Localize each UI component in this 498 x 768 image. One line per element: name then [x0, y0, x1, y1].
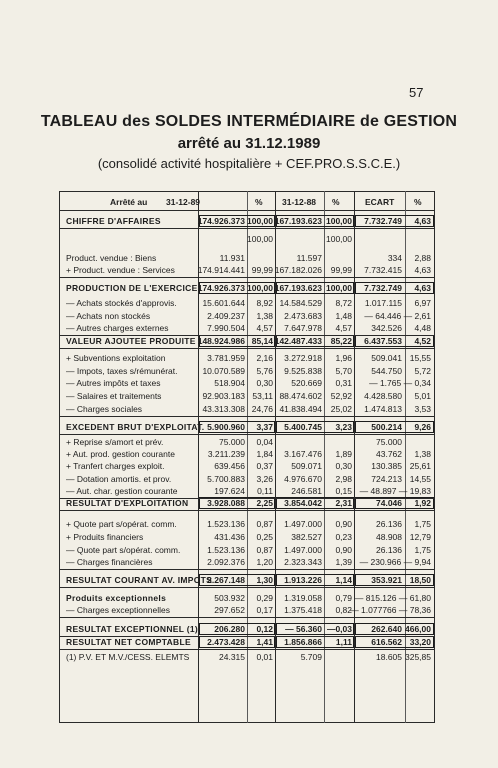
row-separator	[59, 348, 435, 349]
cell-p1: 0,01	[256, 652, 273, 662]
row-label: + Reprise s/amort et prév.	[66, 437, 164, 447]
row-label: RESULTAT D'EXPLOITATION	[66, 498, 189, 508]
cell-e: 616.562	[371, 637, 402, 647]
cell-p2: 2,98	[335, 474, 352, 484]
total-box	[276, 636, 354, 648]
cell-e: 353.921	[371, 575, 402, 585]
header-arrete: Arrêté au	[110, 197, 148, 207]
cell-pe: 5,01	[414, 391, 431, 401]
cell-v2: 2.473.683	[284, 311, 322, 321]
total-box	[355, 574, 434, 586]
cell-e: 724.213	[371, 474, 402, 484]
row-separator	[59, 636, 435, 637]
header-date-1988: 31-12-88	[282, 197, 317, 207]
cell-p2: 1,14	[335, 575, 352, 585]
row-separator	[59, 335, 435, 336]
cell-p2: 0,79	[335, 593, 352, 603]
cell-v2: — 56.360	[285, 624, 322, 634]
cell-pe: 2,88	[414, 253, 431, 263]
row-label: + Aut. prod. gestion courante	[66, 449, 175, 459]
cell-p1: 0,87	[256, 519, 273, 529]
cell-v2: 11.597	[296, 253, 322, 263]
cell-v2: 5.709	[300, 652, 322, 662]
row-label: — Achats stockés d'approvis.	[66, 298, 177, 308]
cell-pe: 6,97	[414, 298, 431, 308]
row-separator	[59, 498, 435, 499]
cell-v1: 3.781.959	[207, 353, 245, 363]
row-separator	[59, 617, 435, 618]
cell-v2: 1.856.866	[284, 637, 322, 647]
total-box	[199, 636, 275, 648]
cell-p2: 0,15	[335, 486, 352, 496]
cell-v1: 10.070.589	[202, 366, 245, 376]
cell-pe: 9,26	[414, 422, 431, 432]
cell-v1: 2.473.428	[207, 637, 245, 647]
cell-v2: 382.527	[291, 532, 322, 542]
cell-p2: 0,82	[335, 605, 352, 615]
cell-v2: 1.497.000	[284, 545, 322, 555]
cell-p2: 1,96	[335, 353, 352, 363]
cell-p2: 1,89	[335, 449, 352, 459]
row-separator	[59, 434, 435, 435]
cell-p1: 99,99	[251, 265, 273, 275]
cell-pe: 1,75	[414, 545, 431, 555]
cell-pe: 4,63	[414, 265, 431, 275]
cell-v1: 3.928.088	[207, 498, 245, 508]
cell-e: 262.640	[371, 624, 402, 634]
row-label: — Quote part s/opérat. comm.	[66, 545, 181, 555]
row-label: + Subventions exploitation	[66, 353, 166, 363]
cell-e: 18.605	[376, 652, 402, 662]
total-box	[276, 421, 354, 433]
cell-e: 7.732.749	[364, 283, 402, 293]
cell-v1: 15.601.644	[202, 298, 245, 308]
cell-e: 48.908	[376, 532, 402, 542]
row-label: — Impots, taxes s/rémunérat.	[66, 366, 178, 376]
cell-v2: 1.319.058	[284, 593, 322, 603]
cell-e: — 1.765 — 0,34	[369, 378, 431, 388]
cell-pe: 1,38	[414, 449, 431, 459]
total-box	[276, 335, 354, 347]
cell-e: 26.136	[376, 519, 402, 529]
row-separator	[59, 587, 435, 588]
cell-e: 500.214	[371, 422, 402, 432]
cell-pe: 14,55	[409, 474, 431, 484]
cell-v1: 297.652	[214, 605, 245, 615]
cell-p2: 4,57	[335, 323, 352, 333]
row-label: — Salaires et traitements	[66, 391, 162, 401]
cell-pe: 1,75	[414, 519, 431, 529]
row-label: — Charges financières	[66, 557, 153, 567]
cell-p1: 0,12	[256, 624, 273, 634]
cell-v1: 174.926.373	[197, 216, 245, 226]
row-label: Produits exceptionnels	[66, 593, 167, 603]
total-box	[276, 282, 354, 294]
cell-v1: 197.624	[214, 486, 245, 496]
cell-v1: 7.990.504	[207, 323, 245, 333]
cell-v1: 639.456	[214, 461, 245, 471]
cell-pe: 25,61	[409, 461, 431, 471]
cell-v1: 5.700.883	[207, 474, 245, 484]
cell-v2: 88.474.602	[279, 391, 322, 401]
row-label: VALEUR AJOUTEE PRODUITE	[66, 336, 196, 346]
cell-p2: 99,99	[330, 265, 352, 275]
cell-v1: 43.313.308	[202, 404, 245, 414]
cell-v1: 11.931	[219, 253, 245, 263]
cell-pe: 1,92	[414, 498, 431, 508]
cell-p2: 85,22	[330, 336, 352, 346]
header-date-1989: 31-12-89	[166, 197, 201, 207]
cell-p1: 5,76	[256, 366, 273, 376]
cell-pe: 33,20	[409, 637, 431, 647]
row-label: — Achats non stockés	[66, 311, 151, 321]
cell-v1: 2.092.376	[207, 557, 245, 567]
cell-p1: 4,57	[256, 323, 273, 333]
cell-p2: 0,31	[335, 378, 352, 388]
cell-pe: 3,53	[414, 404, 431, 414]
cell-p1: 100,00	[247, 283, 273, 293]
total-box	[355, 215, 434, 227]
total-box	[355, 623, 434, 635]
row-separator	[59, 510, 435, 511]
header-ecart: ECART	[365, 197, 395, 207]
cell-p1: 0,17	[256, 605, 273, 615]
cell-v2: 509.071	[291, 461, 322, 471]
cell-p1: 0,04	[256, 437, 273, 447]
cell-v1: 75.000	[219, 437, 245, 447]
cell-pe: 12,79	[409, 532, 431, 542]
total-box	[276, 574, 354, 586]
header-percent-1988: %	[332, 197, 340, 207]
document-scope: (consolidé activité hospitalière + CEF.PRO.S.S.C.E.)	[97, 156, 401, 171]
cell-p2: 0,90	[335, 545, 352, 555]
document-subtitle: arrêté au 31.12.1989	[177, 135, 321, 152]
cell-p1: 0,25	[256, 532, 273, 542]
row-separator	[59, 569, 435, 570]
cell-p1: 3,26	[256, 474, 273, 484]
total-box	[199, 421, 275, 433]
cell-p1: 0,87	[256, 545, 273, 555]
cell-e: 1.017.115	[364, 298, 402, 308]
cell-v1: 1.523.136	[207, 545, 245, 555]
cell-v2: 7.647.978	[284, 323, 322, 333]
total-box	[199, 335, 275, 347]
row-separator	[59, 416, 435, 417]
cell-pe: 5,72	[414, 366, 431, 376]
cell-p2: 0,23	[335, 532, 352, 542]
row-label: — Charges sociales	[66, 404, 143, 414]
cell-v2: 167.193.623	[274, 216, 322, 226]
cell-p1: 85,14	[251, 336, 273, 346]
cell-pe: 4,52	[414, 336, 431, 346]
cell-p2: 0,30	[335, 461, 352, 471]
cell-p1: 0,11	[257, 486, 273, 496]
row-label: — Autres impôts et taxes	[66, 378, 161, 388]
cell-p1: 0,37	[256, 461, 273, 471]
cell-e: 26.136	[376, 545, 402, 555]
cell-p2: 3,23	[335, 422, 352, 432]
total-box	[199, 574, 275, 586]
cell-e: — 815.126 — 61,80	[354, 593, 431, 603]
cell-e: 509.041	[371, 353, 402, 363]
total-box	[276, 623, 354, 635]
cell-e: 43.762	[376, 449, 402, 459]
cell-v1: 174.914.441	[197, 265, 245, 275]
cell-v2: 1.497.000	[284, 519, 322, 529]
cell-e: 6.437.553	[364, 336, 402, 346]
cell-e: 1.474.813	[364, 404, 402, 414]
cell-v2: 167.182.026	[274, 265, 322, 275]
row-separator	[59, 228, 435, 229]
total-box	[199, 282, 275, 294]
page-number: 57	[409, 85, 424, 100]
cell-e: 130.385	[371, 461, 402, 471]
cell-e: 7.732.749	[364, 216, 402, 226]
cell-e: 7.732.415	[364, 265, 402, 275]
cell-v1: 2.409.237	[207, 311, 245, 321]
cell-v1: 174.926.373	[197, 283, 245, 293]
cell-v1: 206.280	[214, 624, 245, 634]
title-text: TABLEAU des SOLDES INTERMÉDIAIRE de GESTION	[40, 113, 458, 130]
cell-p2: 100,00	[326, 216, 352, 226]
cell-p2: 0,90	[335, 519, 352, 529]
cell-v2: 246.581	[291, 486, 322, 496]
row-separator	[59, 649, 435, 650]
row-label: RESULTAT EXCEPTIONNEL (1)	[66, 624, 199, 634]
row-label: PRODUCTION DE L'EXERCICE	[66, 283, 198, 293]
cell-pe: 466,00	[405, 624, 431, 634]
cell-pe: 4,63	[414, 216, 431, 226]
cell-p2: 8,72	[335, 298, 352, 308]
cell-pe: 325,85	[405, 652, 431, 662]
total-box	[355, 636, 434, 648]
cell-v1: 24.315	[219, 652, 245, 662]
row-label: — Dotation amortis. et prov.	[66, 474, 172, 484]
row-label: EXCEDENT BRUT D'EXPLOITAT.	[66, 422, 205, 432]
cell-e: — 1.077766 — 78,36	[350, 605, 431, 615]
cell-v2: 3.167.476	[284, 449, 322, 459]
cell-pe: 4,48	[414, 323, 431, 333]
cell-p1: 53,11	[252, 391, 273, 401]
cell-v2: 3.854.042	[284, 498, 322, 508]
cell-p1: 2,25	[256, 498, 273, 508]
cell-p1: 1,84	[256, 449, 273, 459]
header-percent-ecart: %	[414, 197, 422, 207]
cell-p2: 100,00	[326, 234, 352, 244]
cell-v1: 2.267.148	[207, 575, 245, 585]
row-label: + Tranfert charges exploit.	[66, 461, 165, 471]
cell-p2: 1,11	[335, 637, 352, 647]
cell-pe: 4,63	[414, 283, 431, 293]
total-box	[355, 335, 434, 347]
row-label: — Charges exceptionnelles	[66, 605, 170, 615]
cell-p2: 2,31	[335, 498, 352, 508]
cell-v1: 3.211.239	[207, 449, 245, 459]
cell-p1: 100,00	[247, 234, 273, 244]
cell-v1: 5.900.960	[207, 422, 245, 432]
cell-p1: 3,37	[256, 422, 273, 432]
cell-p2: 52,92	[330, 391, 352, 401]
total-box	[199, 215, 275, 227]
row-separator	[59, 277, 435, 278]
cell-p2: 1,39	[335, 557, 352, 567]
row-label: — Aut. char. gestion courante	[66, 486, 178, 496]
cell-v2: 1.375.418	[284, 605, 322, 615]
row-label: + Quote part s/opérat. comm.	[66, 519, 177, 529]
cell-v2: 142.487.433	[274, 336, 322, 346]
total-box	[199, 623, 275, 635]
cell-e: 75.000	[376, 437, 402, 447]
cell-p2: 25,02	[330, 404, 352, 414]
cell-p1: 1,30	[256, 575, 273, 585]
cell-v2: 2.323.343	[284, 557, 322, 567]
cell-v2: 520.669	[291, 378, 322, 388]
cell-p2: 1,48	[335, 311, 352, 321]
row-label: CHIFFRE D'AFFAIRES	[66, 216, 161, 226]
cell-v2: 14.584.529	[279, 298, 322, 308]
cell-p2: —0,03	[326, 624, 352, 634]
row-label: (1) P.V. ET M.V./CESS. ELEMTS	[66, 652, 190, 662]
cell-p1: 2,16	[256, 353, 273, 363]
total-box	[355, 282, 434, 294]
header-percent-1989: %	[255, 197, 263, 207]
cell-p1: 100,00	[247, 216, 273, 226]
row-label: Product. vendue : Biens	[66, 253, 157, 263]
cell-e: — 64.446 — 2,61	[364, 311, 431, 321]
cell-p1: 1,38	[256, 311, 273, 321]
cell-v1: 1.523.136	[207, 519, 245, 529]
document-title	[0, 113, 498, 131]
cell-e: 334	[387, 253, 402, 263]
cell-pe: 18,50	[409, 575, 431, 585]
row-label: + Product. vendue : Services	[66, 265, 175, 275]
cell-v2: 167.193.623	[274, 283, 322, 293]
cell-v2: 4.976.670	[284, 474, 322, 484]
cell-v1: 503.932	[214, 593, 245, 603]
row-label: RESULTAT NET COMPTABLE	[66, 637, 191, 647]
cell-p1: 0,30	[256, 378, 273, 388]
cell-v2: 9.525.838	[284, 366, 322, 376]
cell-v1: 518.904	[214, 378, 245, 388]
cell-pe: 15,55	[409, 353, 431, 363]
cell-p2: 100,00	[326, 283, 352, 293]
cell-v2: 5.400.745	[284, 422, 322, 432]
cell-p2: 5,70	[335, 366, 352, 376]
cell-e: — 230.966 — 9,94	[359, 557, 431, 567]
cell-v1: 431.436	[214, 532, 245, 542]
row-label: — Autres charges externes	[66, 323, 169, 333]
cell-v2: 3.272.918	[284, 353, 322, 363]
cell-p1: 0,29	[256, 593, 273, 603]
cell-e: 342.526	[371, 323, 402, 333]
cell-p1: 24,76	[251, 404, 273, 414]
cell-v1: 148.924.986	[197, 336, 245, 346]
total-box	[355, 421, 434, 433]
cell-e: 74.046	[376, 498, 402, 508]
cell-e: 544.750	[371, 366, 402, 376]
cell-e: — 48.897 — 19,83	[359, 486, 431, 496]
cell-e: 4.428.580	[364, 391, 402, 401]
cell-p1: 1,20	[256, 557, 273, 567]
cell-v2: 1.913.226	[284, 575, 322, 585]
row-label: RESULTAT COURANT AV. IMPOTS	[66, 575, 213, 585]
total-box	[276, 215, 354, 227]
cell-p1: 8,92	[256, 298, 273, 308]
row-label: + Produits financiers	[66, 532, 144, 542]
cell-v1: 92.903.183	[202, 391, 245, 401]
cell-v2: 41.838.494	[279, 404, 322, 414]
cell-p1: 1,41	[256, 637, 273, 647]
